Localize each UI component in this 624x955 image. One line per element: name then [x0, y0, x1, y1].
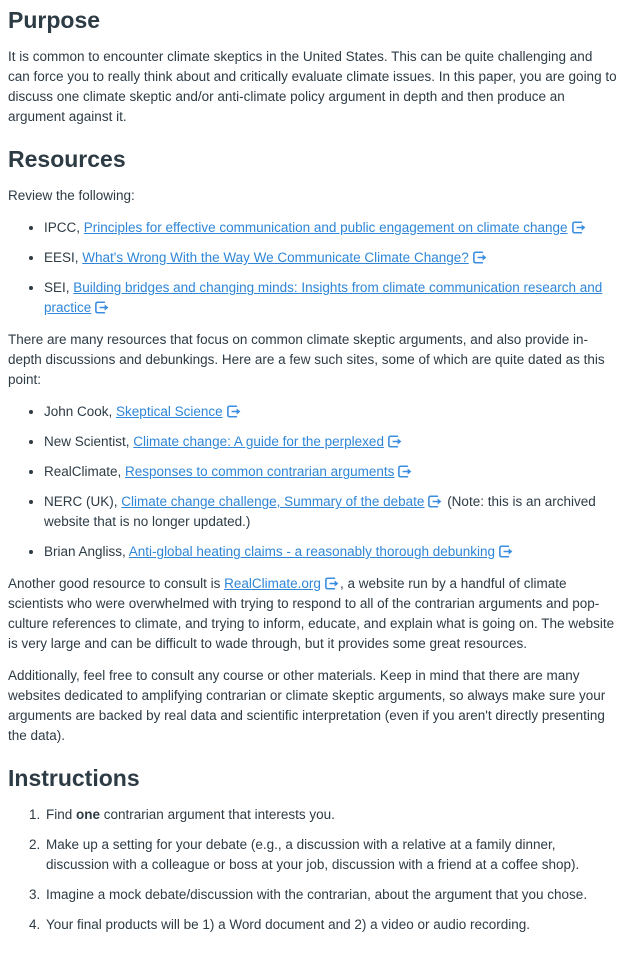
list-item [44, 218, 617, 238]
external-link-icon[interactable] [398, 465, 412, 478]
list-item [44, 402, 617, 422]
step-emphasis: one [76, 807, 101, 822]
instructions-heading: Instructions [8, 765, 140, 791]
external-link-icon[interactable] [325, 577, 339, 590]
step-text: contrarian argument that interests you. [100, 807, 335, 822]
link-ipcc-principles[interactable]: Principles for effective communication and public engagement on climate change [83, 220, 568, 235]
external-link-icon[interactable] [499, 545, 513, 558]
list-item [44, 492, 617, 532]
external-link-icon[interactable] [473, 251, 487, 264]
list-item [44, 432, 617, 452]
list-item [44, 542, 617, 562]
external-link-icon[interactable] [95, 301, 109, 314]
purpose-paragraph: It is common to encounter climate skeptics in the United States. This can be quite challenging and can force you to really think about and critically evaluate climate issues. In this paper, you are going to discuss one climate skeptic and/or anti-climate policy argument in depth and then produce an argument against it. [8, 49, 617, 124]
list-item [44, 248, 617, 268]
additional-materials-paragraph: Additionally, feel free to consult any course or other materials. Keep in mind that there are many websites dedicated to amplifying contrarian or climate skeptic arguments, so always make sure your arguments are backed by real data and scientific interpretation (even if you aren't directly presenting the data). [8, 668, 606, 743]
instruction-step: 4. Your final products will be 1) a Word document and 2) a video or audio recording. [44, 915, 617, 935]
resources-intro: Review the following: [8, 188, 135, 203]
link-prefix: New Scientist, [44, 434, 134, 449]
link-contrarian-responses[interactable]: Responses to common contrarian arguments [125, 464, 395, 479]
external-link-icon[interactable] [227, 405, 241, 418]
external-link-icon[interactable] [388, 435, 402, 448]
resources-heading: Resources [8, 146, 126, 172]
link-suffix: (Note: this is an archived website that is no longer updated.) [44, 494, 596, 529]
external-link-icon[interactable] [572, 221, 586, 234]
instruction-step [44, 805, 617, 825]
purpose-heading: Purpose [8, 7, 101, 33]
link-anti-global-heating-claims[interactable]: Anti-global heating claims - a reasonably thorough debunking [128, 544, 496, 559]
paragraph-text: , a website run by a handful of climate scientists who were overwhelmed with trying to respond to all of the contrarian arguments and pop-culture references to climate, and trying to inform, educate, and explain what is going on. The website is very large and can be difficult to wade through, but it provides some great resources. [8, 576, 615, 651]
sites-intro-paragraph: There are many resources that focus on common climate skeptic arguments, and also provide in-depth discussions and debunkings. Here are a few such sites, some of which are quite dated as this point: [8, 332, 605, 387]
external-link-icon[interactable] [428, 495, 442, 508]
link-prefix: NERC (UK), [44, 494, 122, 509]
link-prefix: Brian Angliss, [44, 544, 129, 559]
review-links-list [8, 218, 617, 318]
realclimate-paragraph [8, 574, 617, 654]
list-item [44, 462, 617, 482]
link-prefix: IPCC, [44, 220, 84, 235]
link-prefix: SEI, [44, 280, 74, 295]
link-prefix: John Cook, [44, 404, 117, 419]
link-guide-for-perplexed[interactable]: Climate change: A guide for the perplexed [133, 434, 384, 449]
instructions-list [8, 805, 617, 935]
list-item [44, 278, 617, 318]
link-nerc-climate-challenge[interactable]: Climate change challenge, Summary of the debate [121, 494, 425, 509]
link-eesi-whats-wrong[interactable]: What's Wrong With the Way We Communicate Climate Change? [82, 250, 469, 265]
link-skeptical-science[interactable]: Skeptical Science [116, 404, 223, 419]
skeptic-sites-list [8, 402, 617, 562]
step-text: Find [46, 807, 77, 822]
paragraph-text: Another good resource to consult is [8, 576, 225, 591]
link-sei-building-bridges[interactable]: Building bridges and changing minds: Insights from climate communication research and practice [44, 280, 603, 315]
link-prefix: RealClimate, [44, 464, 126, 479]
instruction-step: 2. Make up a setting for your debate (e.g., a discussion with a relative at a family dinner, discussion with a colleague or boss at your job, discussion with a friend at a coffee shop). [44, 835, 617, 875]
link-prefix: EESI, [44, 250, 83, 265]
link-realclimate-org[interactable]: RealClimate.org [224, 576, 321, 591]
instruction-step: 3. Imagine a mock debate/discussion with the contrarian, about the argument that you chose. [44, 885, 617, 905]
